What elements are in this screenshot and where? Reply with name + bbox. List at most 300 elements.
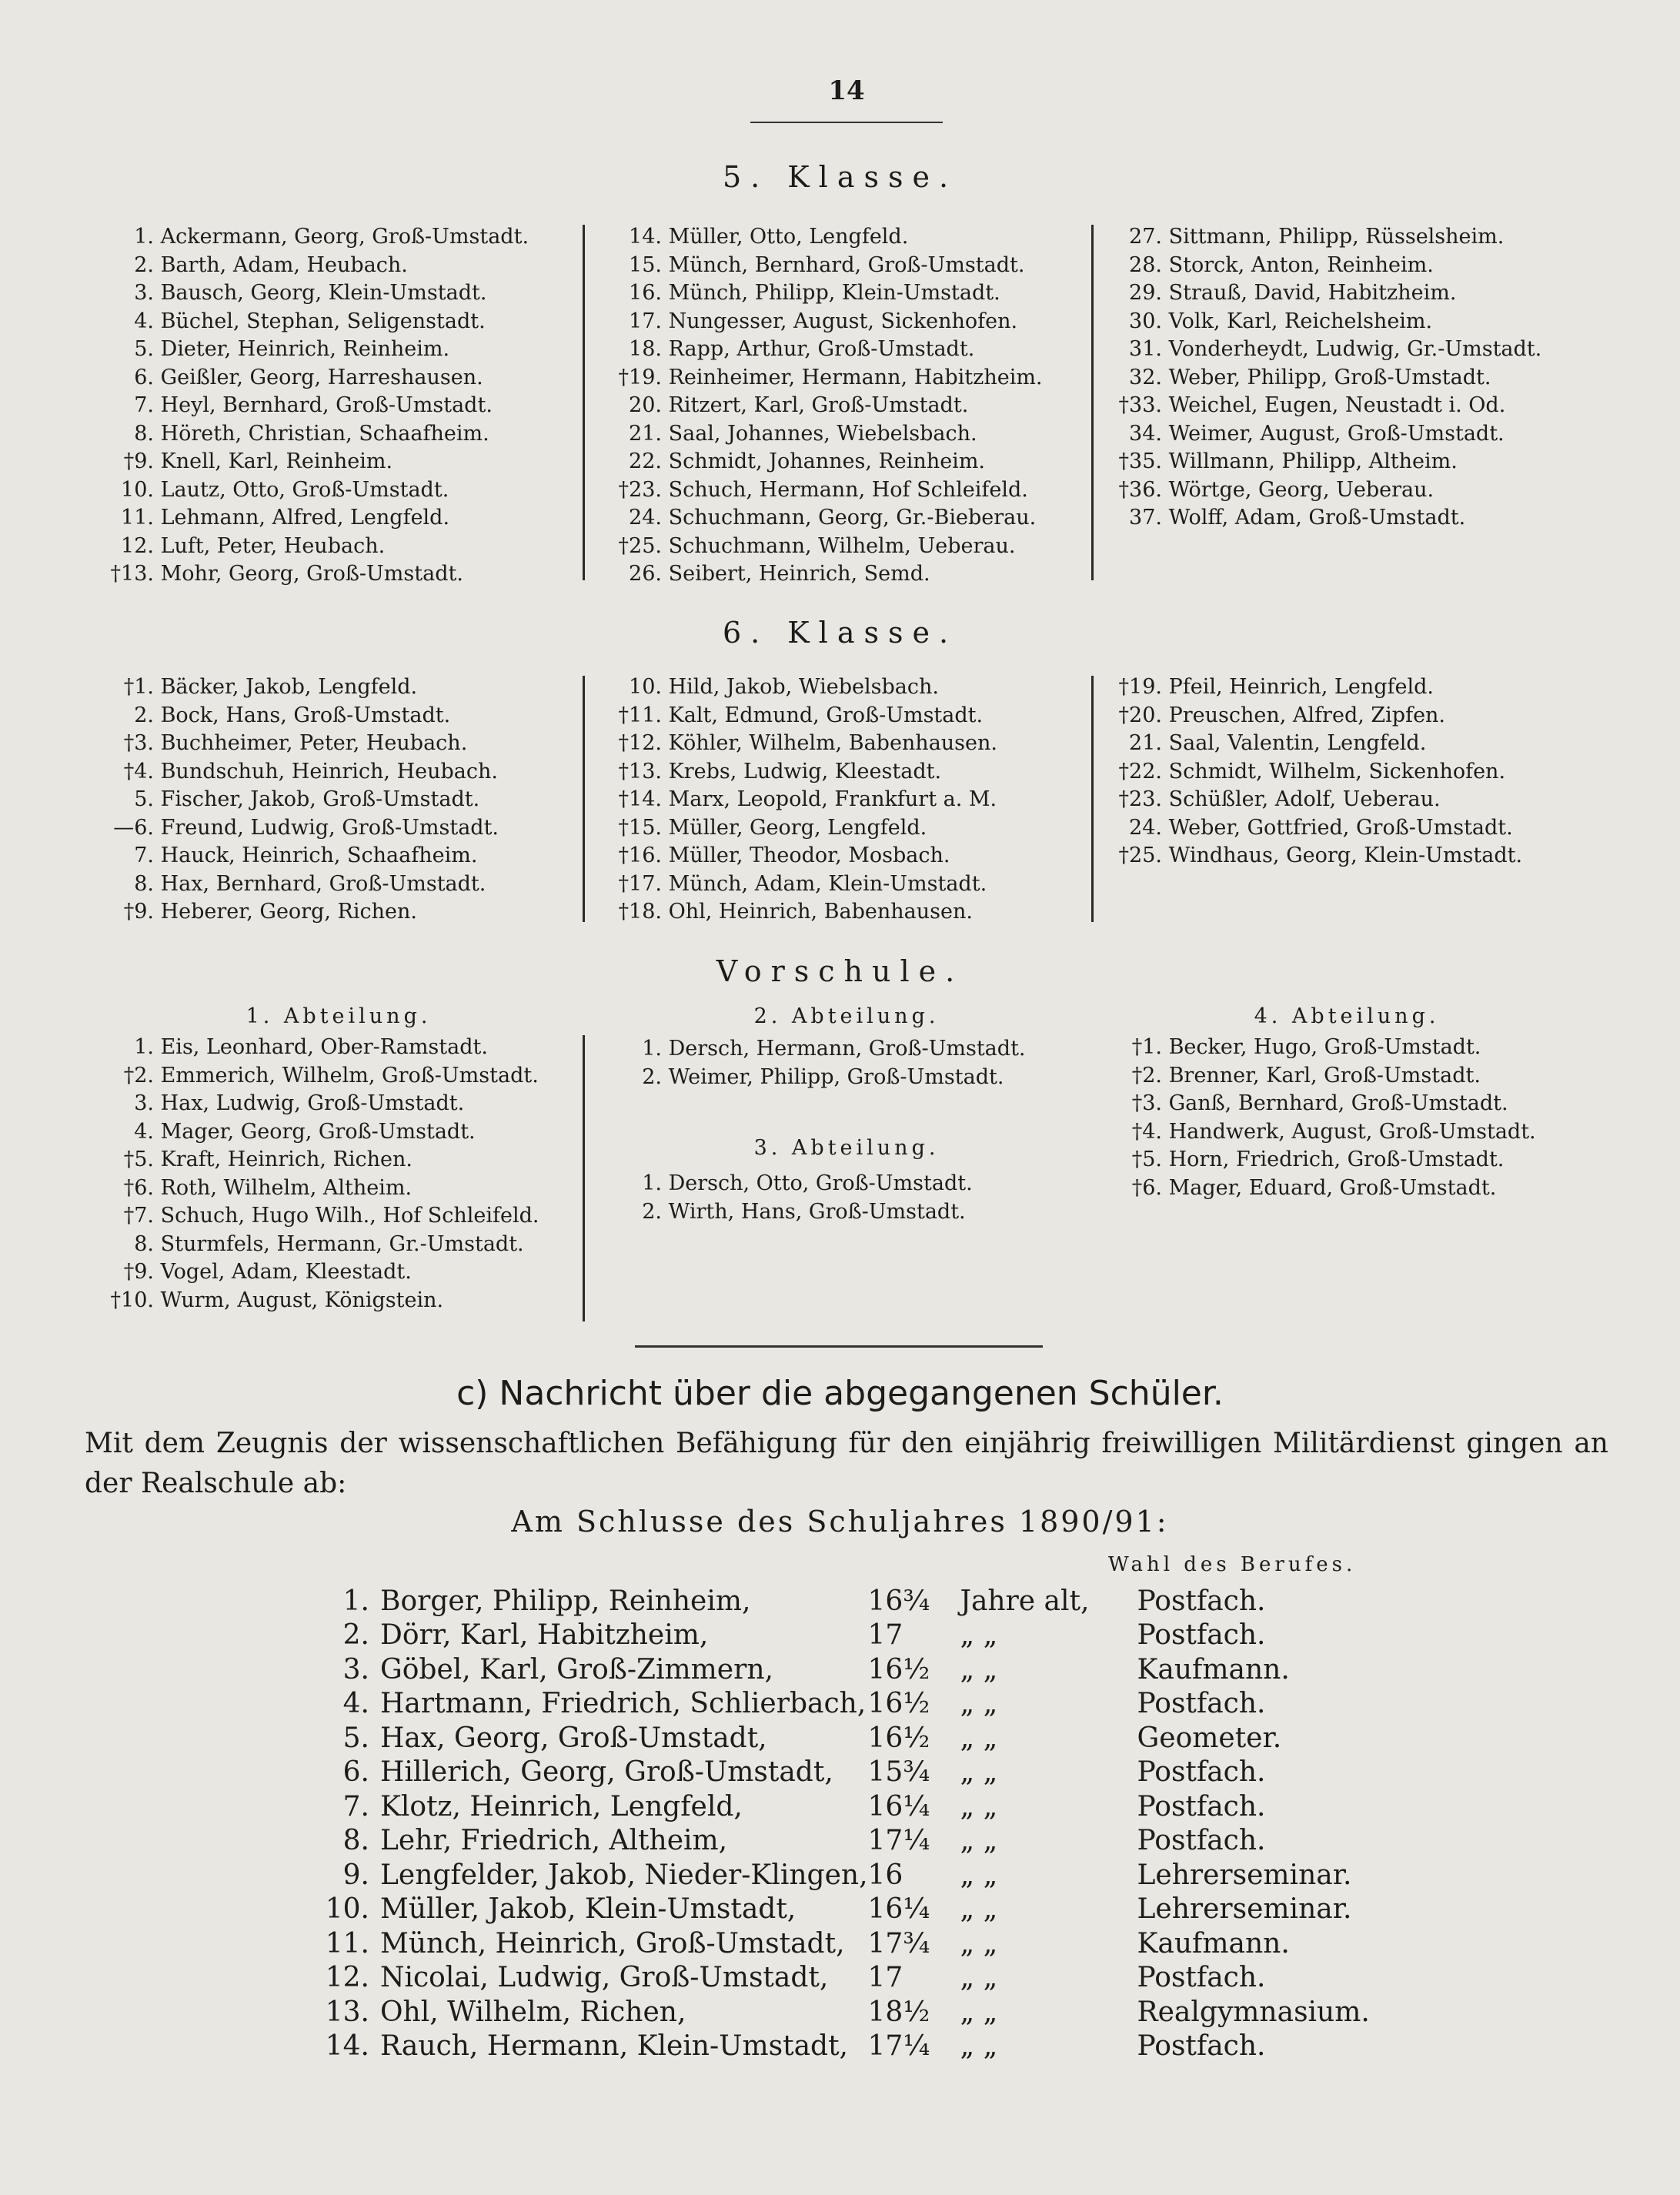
entry-number: 4.: [134, 309, 154, 333]
entry-text: Hauck, Heinrich, Schaafheim.: [160, 844, 478, 867]
list-entry: [600, 448, 1043, 476]
entry-number: †20.: [1118, 703, 1162, 727]
row-name: Hax, Georg, Groß-Umstadt,: [380, 1722, 767, 1754]
klasse6-heading: 6. Klasse.: [722, 616, 958, 650]
table-row: [285, 1721, 1461, 1756]
row-name: Ohl, Wilhelm, Richen,: [380, 1996, 686, 2028]
list-entry: [600, 504, 1043, 533]
entry-text: Kraft, Heinrich, Richen.: [160, 1148, 412, 1171]
row-age: 17¼: [867, 1825, 930, 1857]
entry-number: †11.: [618, 703, 662, 727]
entry-text: Bausch, Georg, Klein-Umstadt.: [160, 281, 487, 305]
list-entry: [92, 336, 529, 364]
list-entry: [92, 1062, 539, 1091]
list-entry: [92, 1034, 539, 1062]
entry-text: Wörtge, Georg, Ueberau.: [1168, 477, 1435, 502]
entry-number: †15.: [618, 815, 662, 840]
entry-text: Weber, Gottfried, Groß-Umstadt.: [1168, 815, 1513, 840]
table-row: [285, 1619, 1461, 1653]
list-entry: [92, 898, 499, 927]
list-entry: [1101, 673, 1522, 702]
abgang-table-body: [285, 1584, 1461, 2063]
row-number: 4.: [342, 1688, 369, 1720]
entry-text: Münch, Philipp, Klein-Umstadt.: [668, 281, 1000, 305]
list-entry: [600, 842, 997, 870]
list-entry: [1101, 504, 1541, 533]
nachricht-intro: Mit dem Zeugnis der wissenschaftlichen Befähigung für den einjährig freiwilligen Militärdienst gingen an der Realschule ab:: [85, 1428, 1608, 1499]
klasse6-column-3: [1101, 673, 1522, 870]
list-entry: [1101, 1034, 1536, 1062]
entry-number: †7.: [123, 1204, 154, 1228]
row-number: 2.: [342, 1619, 369, 1652]
list-entry: [1101, 279, 1541, 308]
entry-text: Windhaus, Georg, Klein-Umstadt.: [1168, 844, 1523, 867]
table-row: [285, 1756, 1461, 1790]
klasse6-column-1: [92, 673, 499, 927]
entry-number: 26.: [629, 562, 662, 586]
entry-number: †1.: [123, 675, 154, 699]
entry-text: Münch, Adam, Klein-Umstadt.: [668, 871, 987, 896]
entry-number: †5.: [123, 1148, 154, 1171]
table-row: [285, 1995, 1461, 2030]
row-number: 14.: [325, 2030, 369, 2063]
entry-text: Mager, Georg, Groß-Umstadt.: [160, 1119, 476, 1144]
row-career: Geometer.: [1137, 1722, 1282, 1754]
row-number: 11.: [325, 1927, 369, 1959]
row-number: 6.: [342, 1756, 369, 1789]
entry-text: Buchheimer, Peter, Heubach.: [160, 731, 468, 755]
entry-number: †12.: [618, 731, 662, 755]
row-age-unit: „ „: [960, 1996, 998, 2028]
list-entry: [1101, 223, 1541, 252]
section-separator: [635, 1345, 1043, 1348]
row-age: 16½: [867, 1688, 930, 1720]
entry-number: 28.: [1129, 252, 1162, 277]
list-entry: [1101, 308, 1541, 336]
entry-number: 31.: [1129, 337, 1162, 361]
list-entry: [1101, 814, 1522, 843]
entry-text: Büchel, Stephan, Seligenstadt.: [160, 309, 486, 333]
entry-text: Bundschuh, Heinrich, Heubach.: [160, 759, 498, 783]
row-name: Hartmann, Friedrich, Schlierbach,: [380, 1688, 867, 1720]
page-number: 14: [828, 75, 865, 106]
list-entry: [1101, 1062, 1536, 1091]
list-entry: [600, 786, 997, 814]
entry-number: 29.: [1129, 281, 1162, 305]
abteilung-3-heading: 3. Abteilung.: [753, 1136, 940, 1160]
list-entry: [600, 730, 997, 758]
list-entry: [92, 364, 529, 393]
list-entry: [92, 702, 499, 730]
table-row: [285, 1926, 1461, 1961]
entry-number: 1.: [134, 225, 154, 249]
row-career: Realgymnasium.: [1137, 1996, 1370, 2028]
list-entry: [600, 476, 1043, 505]
list-entry: [92, 533, 529, 561]
list-entry: [92, 870, 499, 899]
row-age: 16½: [867, 1653, 930, 1686]
list-entry: [1101, 842, 1522, 870]
list-entry: [92, 448, 529, 476]
list-entry: [600, 702, 997, 730]
list-entry: [600, 279, 1043, 308]
entry-number: 21.: [1129, 731, 1162, 755]
list-entry: [1101, 1146, 1536, 1174]
row-number: 10.: [325, 1893, 369, 1926]
row-age-unit: „ „: [960, 1962, 998, 1994]
row-age-unit: „ „: [960, 1756, 998, 1789]
entry-text: Wirth, Hans, Groß-Umstadt.: [668, 1199, 966, 1224]
entry-text: Schüßler, Adolf, Ueberau.: [1168, 787, 1441, 811]
list-entry: [600, 1064, 1026, 1092]
entry-text: Höreth, Christian, Schaafheim.: [160, 421, 489, 446]
list-entry: [600, 533, 1043, 561]
entry-number: 5.: [134, 787, 154, 811]
entry-number: †4.: [1131, 1119, 1162, 1144]
table-row: [285, 1687, 1461, 1722]
entry-text: Köhler, Wilhelm, Babenhausen.: [668, 731, 997, 755]
entry-number: 32.: [1129, 365, 1162, 389]
table-row: [285, 1789, 1461, 1824]
list-entry: [92, 842, 499, 870]
entry-number: 37.: [1129, 506, 1162, 530]
klasse5-heading: 5. Klasse.: [722, 160, 958, 194]
entry-text: Luft, Peter, Heubach.: [160, 533, 386, 558]
entry-number: 24.: [629, 506, 662, 530]
entry-text: Mohr, Georg, Groß-Umstadt.: [160, 562, 463, 586]
list-entry: [1101, 392, 1541, 420]
entry-number: †19.: [618, 365, 662, 389]
list-entry: [1101, 786, 1522, 814]
entry-text: Volk, Karl, Reichelsheim.: [1168, 309, 1433, 333]
row-name: Nicolai, Ludwig, Groß-Umstadt,: [380, 1962, 829, 1994]
row-career: Kaufmann.: [1137, 1927, 1290, 1959]
row-age: 16¼: [867, 1893, 930, 1926]
list-entry: [92, 279, 529, 308]
row-age-unit: „ „: [960, 1927, 998, 1959]
klasse5-column-1: [92, 223, 529, 589]
list-entry: [92, 758, 499, 787]
abteilung-2-heading: 2. Abteilung.: [753, 1004, 940, 1028]
entry-text: Vonderheydt, Ludwig, Gr.-Umstadt.: [1168, 337, 1542, 361]
entry-number: 4.: [134, 1119, 154, 1144]
entry-number: 8.: [134, 1231, 154, 1256]
entry-text: Müller, Georg, Lengfeld.: [668, 815, 927, 840]
entry-text: Hax, Bernhard, Groß-Umstadt.: [160, 871, 486, 896]
entry-text: Handwerk, August, Groß-Umstadt.: [1168, 1119, 1536, 1144]
list-entry: [92, 1258, 539, 1287]
list-entry: [92, 786, 499, 814]
list-entry: [600, 392, 1043, 420]
list-entry: [600, 814, 997, 843]
list-entry: [600, 223, 1043, 252]
list-entry: [92, 673, 499, 702]
list-entry: [600, 870, 997, 899]
entry-text: Ganß, Bernhard, Groß-Umstadt.: [1168, 1091, 1508, 1115]
entry-number: †25.: [1118, 844, 1162, 867]
entry-number: †9.: [123, 449, 154, 473]
abteilung-1-heading: 1. Abteilung.: [245, 1004, 432, 1028]
entry-number: †23.: [618, 477, 662, 502]
entry-number: 22.: [629, 449, 662, 473]
row-age-unit: „ „: [960, 1893, 998, 1926]
abteilung-4-heading: 4. Abteilung.: [1254, 1004, 1440, 1028]
entry-number: †1.: [1131, 1035, 1162, 1059]
entry-number: 2.: [134, 252, 154, 277]
row-career: Postfach.: [1137, 1688, 1266, 1720]
entry-number: 10.: [629, 675, 662, 699]
row-number: 12.: [325, 1962, 369, 1994]
entry-text: Reinheimer, Hermann, Habitzheim.: [668, 365, 1043, 389]
row-number: 3.: [342, 1653, 369, 1686]
entry-number: †14.: [618, 787, 662, 811]
abteilung-2-list: [600, 1035, 1026, 1091]
list-entry: [600, 364, 1043, 393]
entry-number: †22.: [1118, 759, 1162, 783]
list-entry: [1101, 252, 1541, 280]
entry-number: †2.: [123, 1063, 154, 1087]
list-entry: [1101, 364, 1541, 393]
klasse5-column-2: [600, 223, 1043, 589]
entry-text: Becker, Hugo, Groß-Umstadt.: [1168, 1035, 1481, 1059]
table-row: [285, 1858, 1461, 1893]
list-entry: [1101, 336, 1541, 364]
entry-number: †6.: [123, 1175, 154, 1200]
list-entry: [600, 1035, 1026, 1064]
entry-text: Sittmann, Philipp, Rüsselsheim.: [1168, 225, 1505, 249]
list-entry: [92, 308, 529, 336]
entry-text: Hild, Jakob, Wiebelsbach.: [668, 675, 939, 699]
list-entry: [600, 1198, 973, 1227]
entry-text: Müller, Theodor, Mosbach.: [668, 844, 950, 867]
row-name: Lehr, Friedrich, Altheim,: [380, 1825, 728, 1857]
klasse5-column-3: [1101, 223, 1541, 533]
entry-number: 34.: [1129, 421, 1162, 446]
entry-text: Saal, Johannes, Wiebelsbach.: [668, 421, 977, 446]
row-number: 8.: [342, 1825, 369, 1857]
list-entry: [92, 1231, 539, 1259]
entry-text: Hax, Ludwig, Groß-Umstadt.: [160, 1091, 465, 1115]
entry-text: Fischer, Jakob, Groß-Umstadt.: [160, 787, 480, 811]
klasse6-divider-2: [1091, 676, 1094, 922]
row-name: Rauch, Hermann, Klein-Umstadt,: [380, 2030, 848, 2063]
row-name: Göbel, Karl, Groß-Zimmern,: [380, 1653, 773, 1686]
entry-text: Schmidt, Wilhelm, Sickenhofen.: [1168, 759, 1506, 783]
entry-number: †33.: [1118, 393, 1162, 417]
row-age: 16½: [867, 1722, 930, 1754]
entry-number: 1.: [642, 1171, 662, 1195]
entry-number: 1.: [642, 1037, 662, 1061]
list-entry: [1101, 1090, 1536, 1118]
row-career: Postfach.: [1137, 1585, 1266, 1617]
row-career: Postfach.: [1137, 1756, 1266, 1789]
entry-text: Weichel, Eugen, Neustadt i. Od.: [1168, 393, 1506, 417]
entry-text: Kalt, Edmund, Groß-Umstadt.: [668, 703, 984, 727]
entry-number: 17.: [629, 309, 662, 333]
row-age-unit: Jahre alt,: [960, 1585, 1090, 1617]
entry-text: Heyl, Bernhard, Groß-Umstadt.: [160, 393, 493, 417]
entry-text: Lautz, Otto, Groß-Umstadt.: [160, 477, 449, 502]
entry-text: Schuch, Hermann, Hof Schleifeld.: [668, 477, 1028, 502]
entry-number: 2.: [642, 1064, 662, 1089]
entry-number: 2.: [642, 1199, 662, 1224]
entry-number: †19.: [1118, 675, 1162, 699]
list-entry: [600, 560, 1043, 589]
list-entry: [92, 1090, 539, 1118]
entry-text: Horn, Friedrich, Groß-Umstadt.: [1168, 1148, 1505, 1171]
list-entry: [1101, 758, 1522, 787]
entry-number: †13.: [618, 759, 662, 783]
abteilung-1-list: [92, 1034, 539, 1315]
entry-text: Willmann, Philipp, Altheim.: [1168, 449, 1458, 473]
list-entry: [1101, 702, 1522, 730]
entry-text: Roth, Wilhelm, Altheim.: [160, 1175, 412, 1200]
entry-number: 7.: [134, 844, 154, 867]
entry-number: †9.: [123, 1260, 154, 1284]
list-entry: [92, 1118, 539, 1147]
row-career: Postfach.: [1137, 2030, 1266, 2063]
entry-number: †36.: [1118, 477, 1162, 502]
row-age: 16: [867, 1859, 903, 1891]
entry-text: Lehmann, Alfred, Lengfeld.: [160, 506, 450, 530]
row-age: 17¼: [867, 2030, 930, 2063]
entry-number: 3.: [134, 281, 154, 305]
entry-number: 8.: [134, 871, 154, 896]
list-entry: [600, 758, 997, 787]
entry-text: Saal, Valentin, Lengfeld.: [1168, 731, 1427, 755]
abteilung-4-list: [1101, 1034, 1536, 1202]
entry-number: †18.: [618, 900, 662, 924]
row-number: 5.: [342, 1722, 369, 1754]
row-age: 17: [867, 1619, 903, 1652]
entry-number: 3.: [134, 1091, 154, 1115]
row-number: 13.: [325, 1996, 369, 2028]
klasse5-divider-2: [1091, 225, 1094, 580]
list-entry: [600, 308, 1043, 336]
entry-text: Weimer, Philipp, Groß-Umstadt.: [668, 1064, 1004, 1089]
table-row: [285, 1824, 1461, 1859]
wahl-des-berufes-header: Wahl des Berufes.: [1108, 1553, 1357, 1576]
entry-text: Schuch, Hugo Wilh., Hof Schleifeld.: [160, 1204, 539, 1228]
entry-text: Eis, Leonhard, Ober-Ramstadt.: [160, 1035, 488, 1059]
entry-text: Müller, Otto, Lengfeld.: [668, 225, 909, 249]
entry-text: Ackermann, Georg, Groß-Umstadt.: [160, 225, 529, 249]
entry-text: Bock, Hans, Groß-Umstadt.: [160, 703, 451, 727]
entry-number: †5.: [1131, 1148, 1162, 1171]
list-entry: [92, 476, 529, 505]
row-age-unit: „ „: [960, 1653, 998, 1686]
table-row: [285, 1652, 1461, 1687]
list-entry: [92, 252, 529, 280]
klasse5-divider-1: [583, 225, 585, 580]
entry-number: †13.: [110, 562, 154, 586]
entry-number: †3.: [1131, 1091, 1162, 1115]
entry-text: Wolff, Adam, Groß-Umstadt.: [1168, 506, 1466, 530]
entry-number: 7.: [134, 393, 154, 417]
entry-number: †25.: [618, 533, 662, 558]
list-entry: [92, 392, 529, 420]
entry-number: †6.: [1131, 1175, 1162, 1200]
entry-number: 16.: [629, 281, 662, 305]
list-entry: [1101, 476, 1541, 505]
list-entry: [92, 504, 529, 533]
vorschule-divider: [583, 1035, 585, 1321]
entry-number: 24.: [1129, 815, 1162, 840]
page-number-rule: [750, 122, 943, 123]
entry-number: 6.: [134, 365, 154, 389]
row-career: Postfach.: [1137, 1825, 1266, 1857]
klasse6-column-2: [600, 673, 997, 927]
row-name: Müller, Jakob, Klein-Umstadt,: [380, 1893, 797, 1926]
entry-text: Dieter, Heinrich, Reinheim.: [160, 337, 450, 361]
list-entry: [600, 898, 997, 927]
list-entry: [1101, 448, 1541, 476]
entry-text: Geißler, Georg, Harreshausen.: [160, 365, 483, 389]
entry-number: †3.: [123, 731, 154, 755]
row-name: Münch, Heinrich, Groß-Umstadt,: [380, 1927, 845, 1959]
list-entry: [1101, 730, 1522, 758]
list-entry: [92, 814, 499, 843]
row-career: Postfach.: [1137, 1962, 1266, 1994]
row-name: Hillerich, Georg, Groß-Umstadt,: [380, 1756, 833, 1789]
entry-text: Sturmfels, Hermann, Gr.-Umstadt.: [160, 1231, 524, 1256]
list-entry: [600, 420, 1043, 449]
entry-number: 30.: [1129, 309, 1162, 333]
entry-text: Heberer, Georg, Richen.: [160, 900, 417, 924]
entry-text: Barth, Adam, Heubach.: [160, 252, 408, 277]
list-entry: [92, 1146, 539, 1174]
entry-text: Mager, Eduard, Groß-Umstadt.: [1168, 1175, 1497, 1200]
row-age: 17: [867, 1962, 903, 1994]
list-entry: [92, 730, 499, 758]
list-entry: [92, 420, 529, 449]
row-age-unit: „ „: [960, 1790, 998, 1822]
entry-text: Freund, Ludwig, Groß-Umstadt.: [160, 815, 499, 840]
row-age: 15¾: [867, 1756, 930, 1789]
row-age-unit: „ „: [960, 1825, 998, 1857]
entry-number: 14.: [629, 225, 662, 249]
entry-number: 10.: [121, 477, 154, 502]
row-number: 9.: [342, 1859, 369, 1891]
entry-text: Nungesser, August, Sickenhofen.: [668, 309, 1018, 333]
list-entry: [92, 560, 529, 589]
entry-number: †2.: [1131, 1063, 1162, 1087]
row-name: Borger, Philipp, Reinheim,: [380, 1585, 751, 1617]
row-age-unit: „ „: [960, 2030, 998, 2063]
vorschule-heading: Vorschule.: [716, 954, 964, 988]
list-entry: [92, 1202, 539, 1231]
entry-text: Marx, Leopold, Frankfurt a. M.: [668, 787, 997, 811]
entry-text: Schuchmann, Wilhelm, Ueberau.: [668, 533, 1016, 558]
entry-text: Emmerich, Wilhelm, Groß-Umstadt.: [160, 1063, 539, 1087]
entry-text: Münch, Bernhard, Groß-Umstadt.: [668, 252, 1025, 277]
table-row: [285, 1584, 1461, 1619]
entry-text: Preuschen, Alfred, Zipfen.: [1168, 703, 1446, 727]
row-age: 16¼: [867, 1790, 930, 1822]
entry-number: †35.: [1118, 449, 1162, 473]
entry-number: †17.: [618, 871, 662, 896]
list-entry: [1101, 1174, 1536, 1203]
entry-text: Pfeil, Heinrich, Lengfeld.: [1168, 675, 1434, 699]
abgang-table: [285, 1584, 1461, 2063]
entry-number: 15.: [629, 252, 662, 277]
entry-number: †10.: [110, 1288, 154, 1312]
entry-number: 18.: [629, 337, 662, 361]
entry-text: Brenner, Karl, Groß-Umstadt.: [1168, 1063, 1481, 1087]
entry-number: †4.: [123, 759, 154, 783]
entry-number: †16.: [618, 844, 662, 867]
row-age: 17¾: [867, 1927, 930, 1959]
